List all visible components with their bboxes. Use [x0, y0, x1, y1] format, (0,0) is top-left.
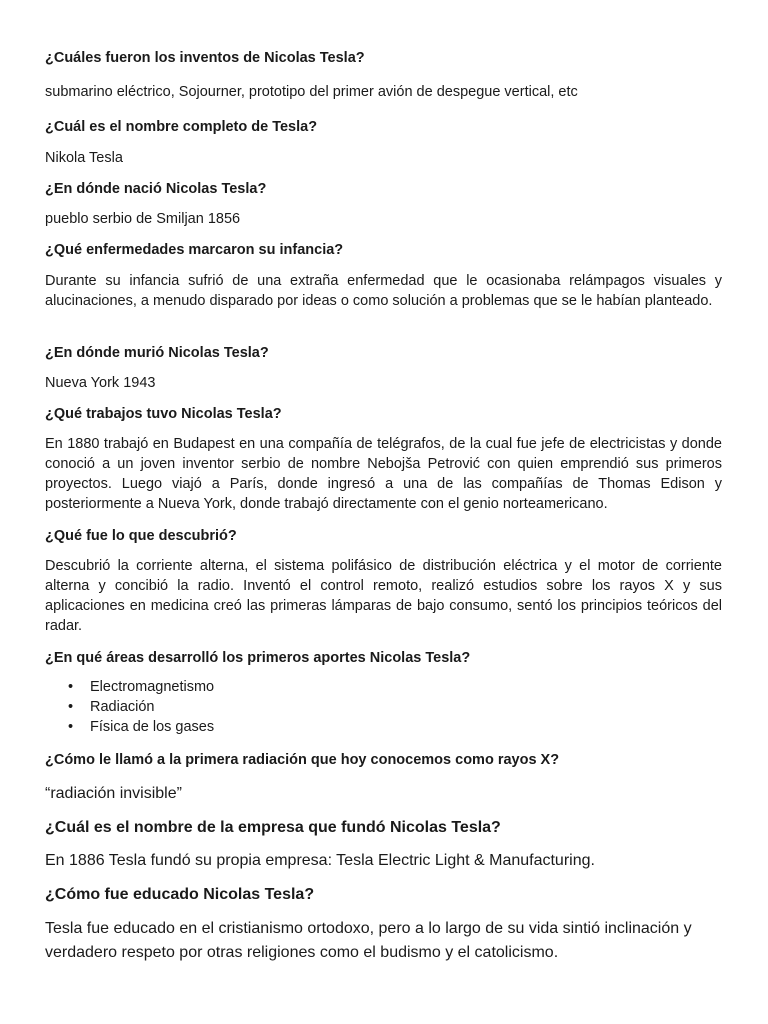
question-trabajos: ¿Qué trabajos tuvo Nicolas Tesla? — [45, 406, 282, 422]
list-item: • Electromagnetismo — [90, 677, 214, 697]
answer-inventos: submarino eléctrico, Sojourner, prototipo del primer avión de despegue vertical, etc — [45, 84, 578, 100]
answer-nombre-completo: Nikola Tesla — [45, 150, 123, 166]
question-rayos-x: ¿Cómo le llamó a la primera radiación que hoy conocemos como rayos X? — [45, 752, 560, 768]
answer-nacimiento: pueblo serbio de Smiljan 1856 — [45, 211, 241, 227]
question-educacion: ¿Cómo fue educado Nicolas Tesla? — [45, 886, 315, 903]
question-nacimiento: ¿En dónde nació Nicolas Tesla? — [45, 181, 267, 197]
question-inventos: ¿Cuáles fueron los inventos de Nicolas Tesla? — [45, 50, 365, 66]
answer-trabajos: En 1880 trabajó en Budapest en una compañía de telégrafos, de la cual fue jefe de electricistas y donde conoció a un joven inventor serbio de nombre Nebojša Petrović con quien emprendió sus primeros proyectos. Luego viajó a París, donde ingresó a una de las compañías de Thomas Edison y posteriormente a Nueva York, donde trabajó directamente con el genio norteamericano. — [45, 436, 722, 512]
list-item: • Radiación — [90, 697, 214, 717]
answer-empresa: En 1886 Tesla fundó su propia empresa: Tesla Electric Light & Manufacturing. — [45, 852, 595, 869]
question-enfermedades: ¿Qué enfermedades marcaron su infancia? — [45, 242, 344, 258]
answer-descubrimientos: Descubrió la corriente alterna, el sistema polifásico de distribución eléctrica y el motor de corriente alterna y concibió la radio. Inventó el control remoto, realizó estudios sobre los rayos X y sus aplicaciones en medicina creó las primeras lámparas de bajo consumo, sentó los principios teóricos del radar. — [45, 558, 722, 634]
answer-muerte: Nueva York 1943 — [45, 375, 156, 391]
answer-educacion: Tesla fue educado en el cristianismo ortodoxo, pero a lo largo de su vida sintió inclinación y verdadero respeto por otras religiones como el budismo y el catolicismo. — [45, 920, 692, 961]
question-descubrimientos: ¿Qué fue lo que descubrió? — [45, 528, 237, 544]
answer-enfermedades: Durante su infancia sufrió de una extraña enfermedad que le ocasionaba relámpagos visuales y alucinaciones, a menudo disparado por ideas o como solución a problemas que se le habían planteado. — [45, 273, 722, 309]
question-nombre-completo: ¿Cuál es el nombre completo de Tesla? — [45, 119, 318, 135]
list-item: • Física de los gases — [90, 717, 214, 737]
answer-rayos-x: “radiación invisible” — [45, 785, 182, 802]
areas-list — [45, 677, 214, 737]
question-areas: ¿En qué áreas desarrolló los primeros aportes Nicolas Tesla? — [45, 650, 471, 666]
question-empresa: ¿Cuál es el nombre de la empresa que fundó Nicolas Tesla? — [45, 819, 501, 836]
question-muerte: ¿En dónde murió Nicolas Tesla? — [45, 345, 269, 361]
